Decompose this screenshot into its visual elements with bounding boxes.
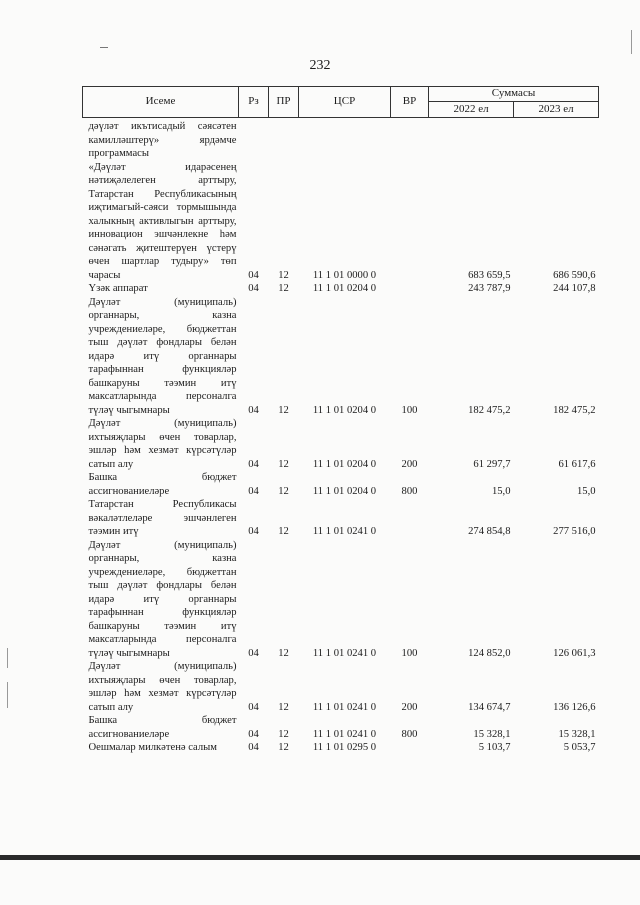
row-amount-2022: 5 103,7	[478, 742, 511, 753]
row-pr: 12	[278, 283, 289, 294]
row-csr: 11 1 01 0241 0	[312, 728, 377, 740]
header-vr: ВР	[391, 87, 429, 118]
row-amount-2022: 182 475,2	[468, 404, 511, 416]
bottom-rule	[0, 855, 640, 860]
row-rz: 04	[248, 742, 259, 753]
table-row	[83, 417, 599, 471]
row-amount-2022: 243 787,9	[468, 283, 511, 294]
scan-mark-left	[7, 648, 8, 668]
row-pr: 12	[278, 701, 289, 713]
row-csr: 11 1 01 0295 0	[312, 742, 377, 753]
row-name: Башка бюджет ассигнованиеләре	[88, 715, 237, 740]
table-row	[83, 498, 599, 539]
row-csr: 11 1 01 0241 0	[312, 647, 377, 659]
row-pr: 12	[278, 269, 289, 281]
header-year-2023: 2023 ел	[514, 102, 599, 118]
row-amount-2023: 5 053,7	[563, 742, 596, 753]
row-name: Башка бюджет ассигнованиеләре	[88, 472, 237, 497]
row-pr: 12	[278, 404, 289, 416]
row-rz: 04	[248, 728, 259, 740]
row-pr	[269, 118, 299, 161]
row-csr: 11 1 01 0204 0	[312, 283, 377, 294]
row-pr: 12	[278, 485, 289, 497]
row-rz: 04	[248, 458, 259, 470]
row-rz: 04	[248, 283, 259, 294]
header-year-2022: 2022 ел	[429, 102, 514, 118]
row-vr: 100	[401, 404, 418, 416]
row-csr: 11 1 01 0204 0	[312, 485, 377, 497]
row-vr	[391, 498, 429, 539]
table-row	[83, 118, 599, 161]
table-row	[83, 714, 599, 741]
table-row	[83, 741, 599, 755]
table-header	[83, 87, 599, 118]
row-amount-2023: 136 126,6	[553, 701, 596, 713]
table-row	[83, 161, 599, 283]
row-name: Дәүләт (муниципаль) ихтыяҗлары өчен товарлар, эшләр һәм хезмәт күрсәтүләр сатып алу	[88, 661, 237, 713]
table-row	[83, 660, 599, 714]
row-pr: 12	[278, 458, 289, 470]
scan-mark-right	[631, 30, 632, 54]
row-vr	[391, 161, 429, 283]
row-name: Дәүләт (муниципаль) органнары, казна учреждениеләре, бюджеттан тыш дәүләт фондлары белән идарә итү органнары тарафыннан функцияләр башкаруны тәэмин итү максатларында персоналга түләү чыгымнары	[88, 539, 237, 659]
row-amount-2022	[429, 118, 514, 161]
table-body	[83, 118, 599, 755]
header-pr: ПР	[269, 87, 299, 118]
header-csr: ЦСР	[299, 87, 391, 118]
header-sums: Суммасы	[429, 87, 599, 102]
row-amount-2023: 244 107,8	[553, 283, 596, 294]
budget-table	[82, 86, 599, 755]
row-amount-2023: 15 328,1	[558, 728, 596, 740]
row-vr	[391, 118, 429, 161]
row-amount-2023: 277 516,0	[553, 526, 596, 537]
row-pr: 12	[278, 742, 289, 753]
scan-mark-top	[100, 47, 108, 48]
row-pr: 12	[278, 526, 289, 537]
row-rz: 04	[248, 269, 259, 281]
table-row	[83, 282, 599, 296]
row-pr: 12	[278, 647, 289, 659]
row-amount-2023	[514, 118, 599, 161]
row-rz	[239, 118, 269, 161]
row-amount-2023: 15,0	[576, 485, 596, 497]
row-amount-2022: 124 852,0	[468, 647, 511, 659]
row-name: Оешмалар милкәтенә салым	[88, 742, 217, 753]
row-amount-2022: 15,0	[491, 485, 511, 497]
row-amount-2022: 15 328,1	[473, 728, 511, 740]
row-vr: 800	[401, 485, 418, 497]
row-pr: 12	[278, 728, 289, 740]
row-name: Дәүләт (муниципаль) ихтыяҗлары өчен товарлар, эшләр һәм хезмәт күрсәтүләр сатып алу	[88, 418, 237, 470]
row-csr: 11 1 01 0241 0	[312, 526, 377, 537]
row-vr: 200	[401, 458, 418, 470]
row-amount-2023: 182 475,2	[553, 404, 596, 416]
row-name: «Дәүләт идарәсенең нәтиҗәлелеген арттыру, Татарстан Республикасының иҗтимагый-сәяси тормышында халыкның активлыгын арттыру, инновацион эшчәнлекне һәм сәнәгать җитештерүен үстерү өчен шартлар тудыру» төп чарасы	[88, 161, 237, 281]
row-amount-2023: 126 061,3	[553, 647, 596, 659]
row-csr: 11 1 01 0204 0	[312, 404, 377, 416]
row-vr: 100	[401, 647, 418, 659]
row-amount-2023: 686 590,6	[553, 269, 596, 281]
row-csr	[299, 118, 391, 161]
row-csr: 11 1 01 0000 0	[312, 269, 377, 281]
row-amount-2022: 274 854,8	[468, 526, 511, 537]
row-amount-2022: 683 659,5	[468, 269, 511, 281]
row-name: Үзәк аппарат	[88, 283, 148, 294]
row-name: дәүләт икътисадый сәясәтен камилләштерү» ярдәмче программасы	[88, 121, 237, 159]
row-csr: 11 1 01 0204 0	[312, 458, 377, 470]
row-rz: 04	[248, 526, 259, 537]
row-vr: 200	[401, 701, 418, 713]
header-rz: Рз	[239, 87, 269, 118]
scan-mark-left	[7, 682, 8, 708]
row-amount-2022: 61 297,7	[473, 458, 511, 470]
row-amount-2023: 61 617,6	[558, 458, 596, 470]
row-vr	[391, 282, 429, 296]
table-row	[83, 296, 599, 418]
row-name: Татарстан Республикасы вәкаләтлеләре эшчәнлеген тәэмин итү	[88, 499, 237, 537]
row-rz: 04	[248, 485, 259, 497]
row-rz: 04	[248, 647, 259, 659]
table-row	[83, 471, 599, 498]
row-name: Дәүләт (муниципаль) органнары, казна учреждениеләре, бюджеттан тыш дәүләт фондлары белән идарә итү органнары тарафыннан функцияләр башкаруны тәэмин итү максатларында персоналга түләү чыгымнары	[88, 296, 237, 416]
row-amount-2022: 134 674,7	[468, 701, 511, 713]
row-rz: 04	[248, 701, 259, 713]
row-vr: 800	[401, 728, 418, 740]
page-number: 232	[309, 58, 331, 73]
row-csr: 11 1 01 0241 0	[312, 701, 377, 713]
table-row	[83, 539, 599, 661]
header-name: Исеме	[83, 87, 239, 118]
row-rz: 04	[248, 404, 259, 416]
row-vr	[391, 741, 429, 755]
